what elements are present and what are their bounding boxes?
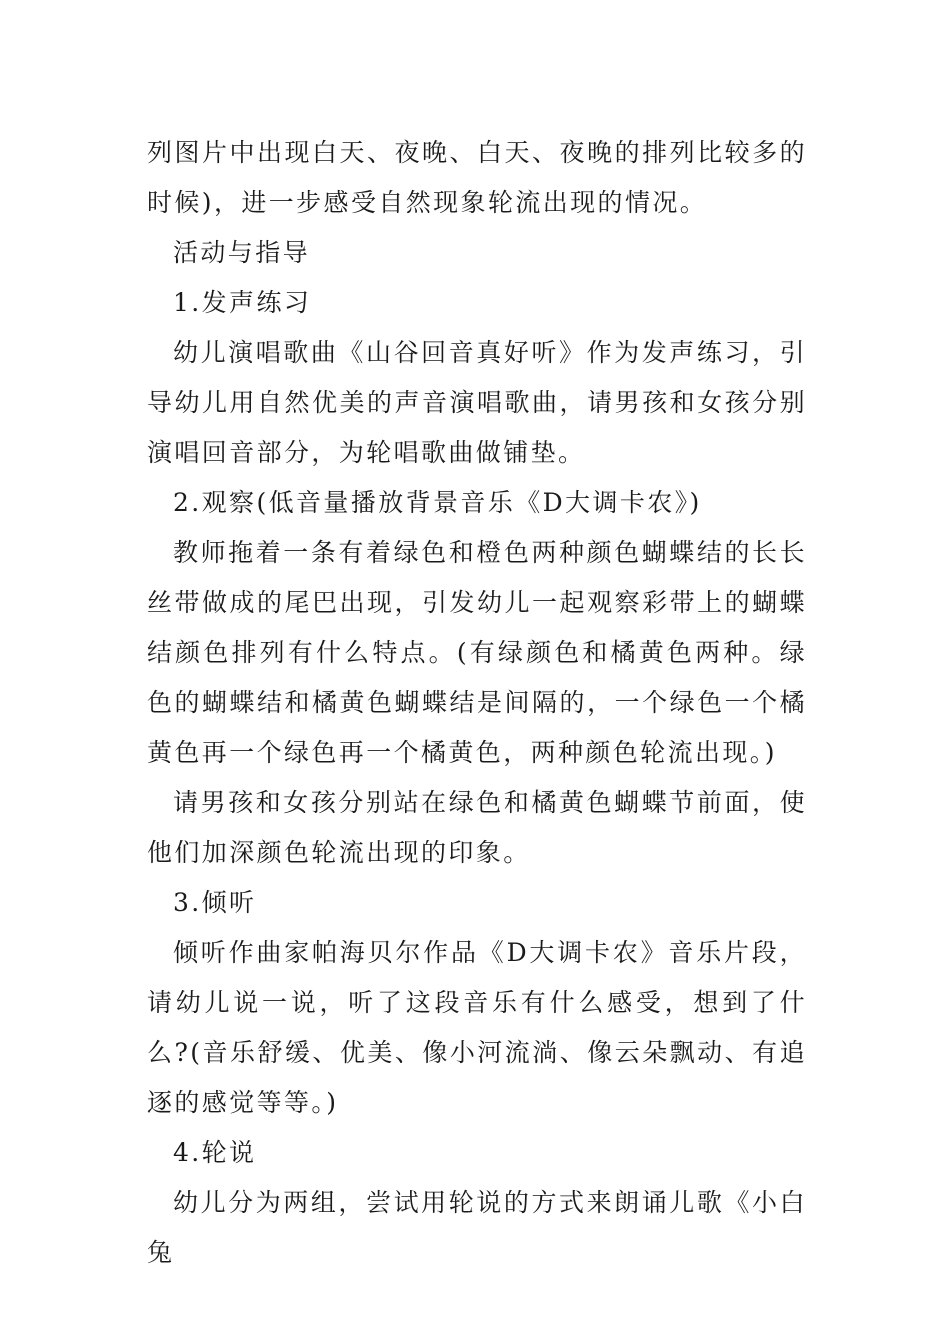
paragraph-round-speaking: 幼儿分为两组，尝试用轮说的方式来朗诵儿歌《小白兔 bbox=[147, 1188, 807, 1267]
paragraph-listening: 倾听作曲家帕海贝尔作品《D大调卡农》音乐片段，请幼儿说一说，听了这段音乐有什么感受，想到了什么?(音乐舒缓、优美、像小河流淌、像云朵飘动、有追逐的感觉等等。) bbox=[147, 938, 807, 1117]
section-heading-activity-guidance: 活动与指导 bbox=[173, 238, 311, 267]
step-heading-observation: 2.观察(低音量播放背景音乐《D大调卡农》) bbox=[173, 488, 702, 517]
paragraph-vocal-practice: 幼儿演唱歌曲《山谷回音真好听》作为发声练习，引导幼儿用自然优美的声音演唱歌曲，请男孩和女孩分别演唱回音部分，为轮唱歌曲做铺垫。 bbox=[147, 338, 807, 467]
document-body bbox=[147, 128, 807, 1278]
paragraph-boys-girls-stand: 请男孩和女孩分别站在绿色和橘黄色蝴蝶节前面，使他们加深颜色轮流出现的印象。 bbox=[147, 788, 807, 867]
paragraph-observation: 教师拖着一条有着绿色和橙色两种颜色蝴蝶结的长长丝带做成的尾巴出现，引发幼儿一起观察彩带上的蝴蝶结颜色排列有什么特点。(有绿颜色和橘黄色两种。绿色的蝴蝶结和橘黄色蝴蝶结是间隔的，一个绿色一个橘黄色再一个绿色再一个橘黄色，两种颜色轮流出现。) bbox=[147, 538, 807, 767]
paragraph-continuation: 列图片中出现白天、夜晚、白天、夜晚的排列比较多的时候)，进一步感受自然现象轮流出现的情况。 bbox=[147, 138, 807, 217]
step-heading-vocal-practice: 1.发声练习 bbox=[173, 288, 312, 317]
step-heading-round-speaking: 4.轮说 bbox=[173, 1138, 257, 1167]
step-heading-listening: 3.倾听 bbox=[173, 888, 257, 917]
